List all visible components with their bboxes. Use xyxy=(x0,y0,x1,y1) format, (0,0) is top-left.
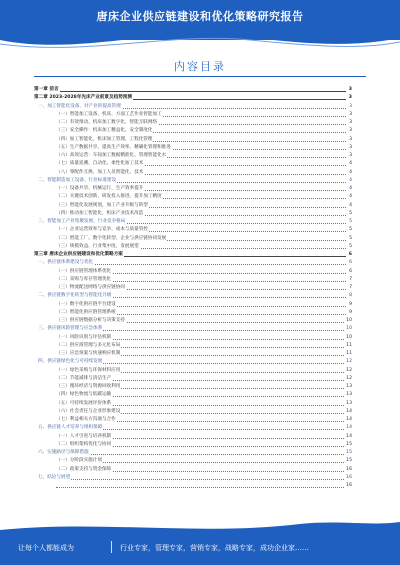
toc-entry-label: （三）安全操作：机床加工精益化、安全制度化 xyxy=(56,127,153,135)
toc-entry[interactable] xyxy=(34,383,352,391)
toc-entry-label: （六）社会责任与企业形象建设 xyxy=(56,408,121,416)
toc-entry[interactable] xyxy=(34,193,352,201)
report-title: 唐床企业供应链建设和优化策略研究报告 xyxy=(96,10,304,23)
toc-page-number: 5 xyxy=(348,235,352,243)
toc-entry[interactable] xyxy=(34,309,352,317)
toc-entry[interactable] xyxy=(34,235,352,243)
toc-entry-label: （一）供应链管理体系优化 xyxy=(56,268,112,276)
footer-separator xyxy=(111,541,112,553)
toc-page-number: 3 xyxy=(348,144,352,152)
toc-entry[interactable] xyxy=(34,466,352,474)
toc-entry[interactable] xyxy=(34,185,352,193)
toc-entry[interactable] xyxy=(34,457,352,465)
toc-entry[interactable] xyxy=(34,127,352,135)
toc-page-number: 6 xyxy=(348,259,352,267)
toc-entry-label: 三、供应链风险管理与应急体系 xyxy=(38,325,103,333)
toc-entry-label: （三）应急预案与快速响应机制 xyxy=(56,350,121,358)
toc-page-number: 10 xyxy=(345,325,352,333)
toc-entry-label: （四）加工智能化，机床加工管理、工程化管理 xyxy=(56,136,153,144)
toc-entry[interactable] xyxy=(34,301,352,309)
toc-page-number: 16 xyxy=(345,474,352,482)
toc-entry[interactable] xyxy=(34,441,352,449)
toc-entry-label: （二）节能减排与清洁生产 xyxy=(56,375,112,383)
toc-entry-label: （一）风险识别与评估机制 xyxy=(56,334,112,342)
toc-entry[interactable] xyxy=(34,243,352,251)
toc-entry[interactable] xyxy=(34,342,352,350)
toc-page-number: 3 xyxy=(348,127,352,135)
toc-entry[interactable] xyxy=(34,144,352,152)
toc-page-number: 3 xyxy=(348,103,352,111)
toc-page-number: 5 xyxy=(348,218,352,226)
toc-page-number: 10 xyxy=(345,334,352,342)
toc-entry-label: （七）质量追溯、自动化、柔性化加工技术 xyxy=(56,160,144,168)
toc-entry[interactable] xyxy=(34,350,352,358)
toc-entry[interactable] xyxy=(34,482,352,490)
toc-leader-dots xyxy=(34,91,346,92)
toc-entry-label: （二）智能化供应链管理系统 xyxy=(56,309,117,317)
toc-page-number: 6 xyxy=(348,268,352,276)
footer-tagline: 行业专家，管理专家，营销专家，战略专家，成功企业家…… xyxy=(120,544,309,552)
toc-entry-label: 一、加工智能化设备、对产业的提高管理 xyxy=(38,103,122,111)
toc-entry-label: （二）有效推动、机床加工数字化、智能互联网络 xyxy=(56,119,158,127)
toc-page-number: 11 xyxy=(345,342,352,350)
toc-entry-label: （二）组织架构优化与协同 xyxy=(56,441,112,449)
toc-page-number: 16 xyxy=(345,466,352,474)
toc-entry[interactable] xyxy=(34,284,352,292)
toc-entry-label: 五、供应链人才培养与组织保障 xyxy=(38,424,103,432)
toc-entry[interactable] xyxy=(34,391,352,399)
toc-entry[interactable] xyxy=(34,276,352,284)
toc-entry-label: （一）设备共享、机械运行、生产效率提升 xyxy=(56,185,144,193)
toc-page-number: 3 xyxy=(348,86,352,94)
toc-page-number: 7 xyxy=(348,276,352,284)
toc-entry-label: （一）绿色采购与环保材料应用 xyxy=(56,367,121,375)
toc-entry[interactable] xyxy=(34,424,352,432)
toc-entry[interactable] xyxy=(34,160,352,168)
toc-page-number: 4 xyxy=(348,202,352,210)
toc-page-number: 8 xyxy=(348,292,352,300)
toc-entry-label: （三）循环经济与资源回收利用 xyxy=(56,383,121,391)
toc-entry[interactable] xyxy=(34,292,352,300)
toc-page-number: 9 xyxy=(348,301,352,309)
toc-page-number: 11 xyxy=(345,350,352,358)
toc-entry-label: （三）规模效益、行业集中度、发展展望 xyxy=(56,243,140,251)
toc-leader-dots xyxy=(56,487,346,488)
toc-entry[interactable] xyxy=(34,358,352,366)
toc-entry[interactable] xyxy=(34,259,352,267)
toc-entry-label: （五）可持续发展评价体系 xyxy=(56,400,112,408)
toc-entry[interactable] xyxy=(34,317,352,325)
toc-entry-label: 六、实施路径与保障措施 xyxy=(38,449,90,457)
toc-entry-label: （五）生产数据共享，提高生产效率、精确化管理和推进 xyxy=(56,144,172,152)
toc-entry[interactable] xyxy=(34,375,352,383)
toc-page-number: 12 xyxy=(345,358,352,366)
toc-entry-label: （六）高效运营：车间加工数据精准化、管理智能化水 xyxy=(56,152,167,160)
toc-entry-label: 三、智能加工产业集聚发展、行业竞争格局 xyxy=(38,218,126,226)
toc-entry-label: 七、结论与展望 xyxy=(38,474,71,482)
toc-entry[interactable] xyxy=(34,226,352,234)
toc-entry[interactable] xyxy=(34,202,352,210)
toc-entry[interactable] xyxy=(34,86,352,94)
toc-page-number: 3 xyxy=(348,136,352,144)
toc-page-number: 14 xyxy=(345,408,352,416)
toc-entry-label: （一）分阶段实施计划 xyxy=(56,457,103,465)
toc-page-number: 5 xyxy=(348,210,352,218)
toc-divider xyxy=(34,76,366,77)
toc-page-number: 13 xyxy=(345,391,352,399)
toc-entry[interactable] xyxy=(34,210,352,218)
toc-entry[interactable] xyxy=(34,416,352,424)
toc-entry[interactable] xyxy=(34,111,352,119)
toc-entry-label: （三）物流配送网络与供应链协同 xyxy=(56,284,126,292)
toc-entry-label: （一）数字化供应链平台建设 xyxy=(56,301,117,309)
toc-entry-label: 第二章 2023-2028年先床产业前景及趋势预测 xyxy=(34,94,133,102)
toc-entry-label: （八）零配件互换、加工人员智能化、技术 xyxy=(56,169,144,177)
toc-entry[interactable] xyxy=(34,103,352,111)
toc-page-number: 15 xyxy=(345,457,352,465)
toc-entry-label: （三）智能化发展规划，加工产业升级与转型 xyxy=(56,202,149,210)
toc-page-number: 14 xyxy=(345,424,352,432)
toc-entry-label: （四）推动加工智能化，机床产业技术改造 xyxy=(56,210,144,218)
toc-entry-label: 第三章 唐床企业供应链建设和优化策略方案 xyxy=(34,251,124,259)
toc-entry[interactable] xyxy=(34,334,352,342)
toc-entry[interactable] xyxy=(34,474,352,482)
toc-entry-label: （二）关键技术创新、研发投入推进、提升加工精度 xyxy=(56,193,163,201)
toc-page-number: 15 xyxy=(345,441,352,449)
toc-entry[interactable] xyxy=(34,408,352,416)
toc-entry[interactable] xyxy=(34,94,352,102)
toc-leader-dots xyxy=(38,479,346,480)
toc-page-number: 3 xyxy=(348,94,352,102)
toc-entry[interactable] xyxy=(34,325,352,333)
toc-entry[interactable] xyxy=(34,152,352,160)
toc-page-number: 13 xyxy=(345,400,352,408)
toc-entry-label: （一）人才引进与培养机制 xyxy=(56,433,112,441)
toc-entry[interactable] xyxy=(34,367,352,375)
toc-page-number: 3 xyxy=(348,152,352,160)
toc-page-number: 6 xyxy=(348,251,352,259)
toc-page-number: 14 xyxy=(345,433,352,441)
toc-page-number: 4 xyxy=(348,193,352,201)
toc-entry-label: 四、供应链绿色化与可持续发展 xyxy=(38,358,103,366)
toc-entry-label: （二）智能工厂、数字化转型、企业与供应链协同发展 xyxy=(56,235,167,243)
toc-entry[interactable] xyxy=(34,268,352,276)
toc-page-number: 12 xyxy=(345,367,352,375)
toc-entry-label: 二、智能制造加工设备、行业标准建设 xyxy=(38,177,117,185)
toc-page-number: 3 xyxy=(348,119,352,127)
toc-entry[interactable] xyxy=(34,400,352,408)
toc-entry-label: （二）政策支持与资金保障 xyxy=(56,466,112,474)
toc-page-number: 13 xyxy=(345,383,352,391)
table-of-contents xyxy=(34,86,352,490)
toc-entry[interactable] xyxy=(34,136,352,144)
toc-page-number: 16 xyxy=(345,482,352,490)
toc-entry-label: （二）采购与库存管理优化 xyxy=(56,276,112,284)
toc-entry[interactable] xyxy=(34,433,352,441)
toc-entry-label: 一、供应链体系建设与优化 xyxy=(38,259,94,267)
toc-entry-label: 第一章 前言 xyxy=(34,86,60,94)
toc-entry-label: （一）智能加工设备、机床、方面工艺作业智能加工 xyxy=(56,111,163,119)
toc-page-number: 9 xyxy=(348,309,352,317)
toc-page-number: 7 xyxy=(348,284,352,292)
toc-page-number: 10 xyxy=(345,317,352,325)
toc-entry-label: 二、供应链数字化转型与智能化升级 xyxy=(38,292,113,300)
toc-page-number: 4 xyxy=(348,160,352,168)
toc-page-number: 14 xyxy=(345,416,352,424)
toc-page-number: 15 xyxy=(345,449,352,457)
toc-entry-label: （三）供应链数据分析与决策支持 xyxy=(56,317,126,325)
toc-page-number: 5 xyxy=(348,226,352,234)
toc-entry[interactable] xyxy=(34,119,352,127)
toc-entry-label: （二）供应商管理与多元化布局 xyxy=(56,342,121,350)
footer-slogan: 让每个人都能成为 xyxy=(18,544,74,552)
toc-page-number: 5 xyxy=(348,243,352,251)
header-wave xyxy=(0,26,400,56)
toc-page-number: 4 xyxy=(348,177,352,185)
toc-entry[interactable] xyxy=(34,251,352,259)
toc-page-number: 12 xyxy=(345,375,352,383)
toc-entry[interactable] xyxy=(34,177,352,185)
toc-entry-label: （一）企业运营效率与竞争、成本与质量管控 xyxy=(56,226,149,234)
toc-heading: 内容目录 xyxy=(174,60,226,73)
toc-entry[interactable] xyxy=(34,449,352,457)
toc-entry[interactable] xyxy=(34,169,352,177)
toc-page-number: 3 xyxy=(348,111,352,119)
toc-page-number: 4 xyxy=(348,169,352,177)
toc-entry-label: （七）利益相关方沟通与合作 xyxy=(56,416,117,424)
toc-page-number: 4 xyxy=(348,185,352,193)
toc-entry-label: （四）绿色物流与低碳运输 xyxy=(56,391,112,399)
toc-entry[interactable] xyxy=(34,218,352,226)
